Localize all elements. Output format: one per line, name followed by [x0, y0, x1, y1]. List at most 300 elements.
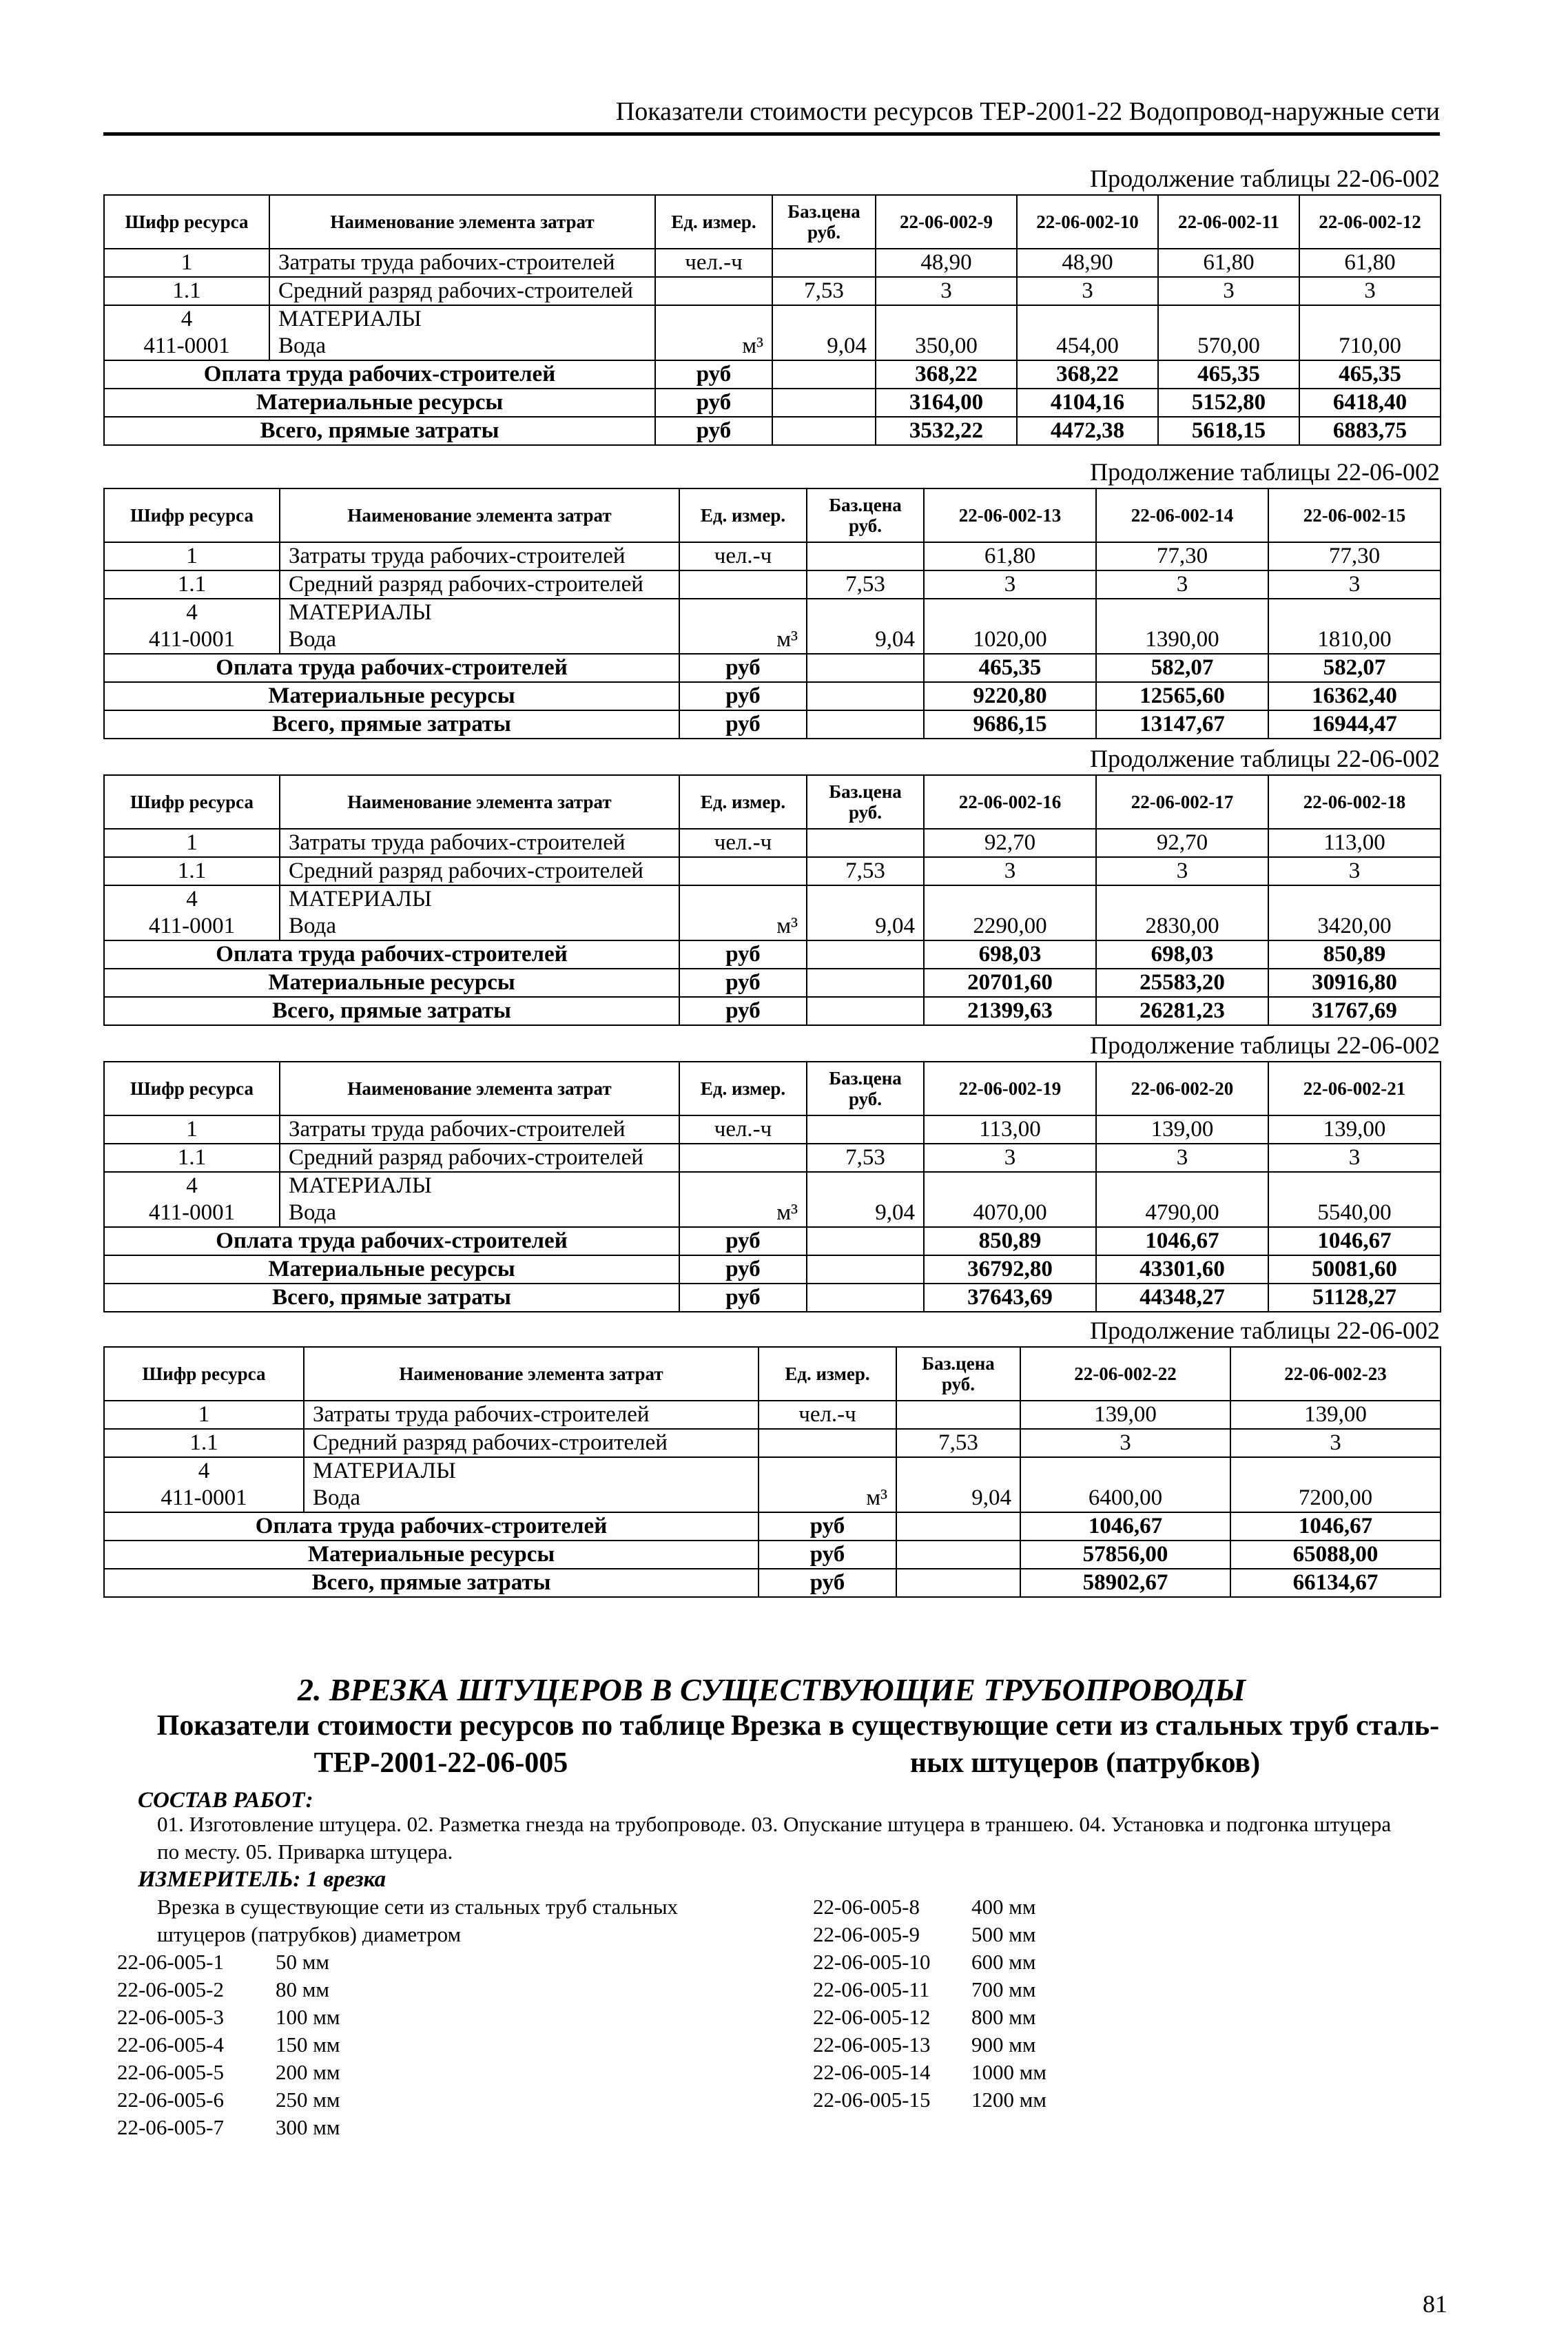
- cell-unit: чел.-ч: [679, 1115, 807, 1144]
- resource-table: [103, 774, 1441, 1026]
- cell-price-empty: [807, 682, 924, 710]
- cell-price: 9,04: [807, 1172, 924, 1227]
- cell-unit: [655, 277, 772, 305]
- pipe-diameter: 150 мм: [276, 2032, 340, 2057]
- composition-label: СОСТАВ РАБОТ:: [138, 1788, 313, 1813]
- table-summary-row: [104, 389, 1441, 417]
- material-code: 411-0001: [148, 1200, 236, 1225]
- cell-value: 582,07: [1268, 654, 1441, 682]
- cell-price: 7,53: [807, 857, 924, 885]
- table-row-materials: [104, 599, 1441, 654]
- cell-price-empty: [772, 360, 876, 389]
- table-summary-row: [104, 710, 1441, 739]
- cell-value: 3: [1158, 277, 1299, 305]
- cell-name-stack: [278, 306, 646, 360]
- cell-value: 698,03: [924, 940, 1096, 969]
- cell-unit: руб: [679, 1284, 807, 1312]
- cell-price: [896, 1401, 1020, 1429]
- col-header-rate-code: 22-06-002-12: [1299, 195, 1441, 249]
- rate-code: 22-06-005-12: [813, 2005, 931, 2029]
- material-code: 411-0001: [148, 627, 236, 652]
- cell-price: 7,53: [807, 1144, 924, 1172]
- col-header-code: Шифр ресурса: [104, 1062, 280, 1115]
- cell-code: 1: [104, 249, 269, 277]
- cell-value: 57856,00: [1020, 1541, 1230, 1569]
- cell-value: 2290,00: [924, 885, 1096, 940]
- table-summary-row: [104, 360, 1441, 389]
- cell-value: 6883,75: [1299, 417, 1441, 445]
- pipe-diameter: 800 мм: [971, 2005, 1036, 2029]
- col-header-name: Наименование элемента затрат: [280, 488, 679, 542]
- code-list-item: [117, 2059, 413, 2086]
- code-list-item: [117, 2031, 413, 2059]
- subtitle-right-line-1: Врезка в существующие сети из стальных труб сталь-: [730, 1710, 1440, 1742]
- cell-code: [104, 1457, 304, 1512]
- cell-unit: [759, 1429, 896, 1457]
- cell-value: 48,90: [1017, 249, 1158, 277]
- material-group-name: МАТЕРИАЛЫ: [289, 1173, 432, 1198]
- col-header-rate-code: 22-06-002-16: [924, 775, 1096, 829]
- cell-summary-name: Оплата труда рабочих-строителей: [104, 360, 655, 389]
- table-row-materials: [104, 1172, 1441, 1227]
- table-summary-row: [104, 417, 1441, 445]
- cell-price: [807, 1115, 924, 1144]
- material-name: Вода: [313, 1485, 360, 1510]
- cell-unit: руб: [655, 417, 772, 445]
- cell-price-empty: [896, 1512, 1020, 1541]
- subtitle-right-line-2: ных штуцеров (патрубков): [909, 1747, 1261, 1779]
- cell-code: [104, 305, 269, 360]
- cell-value: 4472,38: [1017, 417, 1158, 445]
- rate-code: 22-06-005-5: [117, 2060, 224, 2084]
- cell-value: 465,35: [924, 654, 1096, 682]
- code-list-item: [813, 1976, 1109, 2004]
- cell-code: [104, 599, 280, 654]
- table-row: [104, 857, 1441, 885]
- cell-name: Средний разряд рабочих-строителей: [304, 1429, 759, 1457]
- col-header-unit: Ед. измер.: [679, 1062, 807, 1115]
- material-group-name: МАТЕРИАЛЫ: [278, 307, 422, 331]
- cell-value: 30916,80: [1268, 969, 1441, 997]
- code-list-item: [813, 2086, 1109, 2114]
- cell-price-empty: [772, 389, 876, 417]
- rate-code: 22-06-005-10: [813, 1950, 931, 1974]
- material-name: Вода: [278, 333, 326, 358]
- cell-value: 113,00: [1268, 829, 1441, 857]
- cell-name-stack: [289, 1173, 670, 1226]
- cell-value: 1810,00: [1268, 599, 1441, 654]
- rate-code: 22-06-005-13: [813, 2032, 931, 2057]
- cell-code: 1: [104, 1401, 304, 1429]
- cell-value: 139,00: [1020, 1401, 1230, 1429]
- cell-unit: руб: [679, 969, 807, 997]
- cell-value: 77,30: [1096, 542, 1268, 570]
- col-header-rate-code: 22-06-002-15: [1268, 488, 1441, 542]
- cell-value: 3420,00: [1268, 885, 1441, 940]
- col-header-name: Наименование элемента затрат: [280, 1062, 679, 1115]
- cell-code: 1: [104, 829, 280, 857]
- cell-name-stack: [289, 886, 670, 940]
- cell-value: 65088,00: [1230, 1541, 1441, 1569]
- resource-table-block: [103, 1315, 1440, 1598]
- page-number: 81: [1423, 2290, 1447, 2318]
- table-summary-row: [104, 1255, 1441, 1284]
- code-list-item: [813, 1921, 1109, 1948]
- cell-value: 465,35: [1299, 360, 1441, 389]
- cell-summary-name: Оплата труда рабочих-строителей: [104, 1512, 759, 1541]
- cell-unit: м³: [679, 599, 807, 654]
- table-row: [104, 1401, 1441, 1429]
- rate-code: 22-06-005-11: [813, 1977, 930, 2001]
- col-header-name: Наименование элемента затрат: [280, 775, 679, 829]
- cell-name: [280, 1172, 679, 1227]
- pipe-diameter: 1200 мм: [971, 2088, 1046, 2112]
- rate-code: 22-06-005-14: [813, 2060, 931, 2084]
- cell-unit: руб: [679, 1255, 807, 1284]
- cell-price-empty: [896, 1541, 1020, 1569]
- cell-price-empty: [807, 654, 924, 682]
- resource-table-block: [103, 743, 1440, 1026]
- cell-value: 12565,60: [1096, 682, 1268, 710]
- cell-name: [304, 1457, 759, 1512]
- cell-value: 1046,67: [1268, 1227, 1441, 1255]
- cell-value: 850,89: [924, 1227, 1096, 1255]
- col-header-unit: Ед. измер.: [679, 775, 807, 829]
- cell-unit: м³: [679, 1172, 807, 1227]
- cell-price-empty: [807, 969, 924, 997]
- cell-value: 3: [924, 1144, 1096, 1172]
- cell-value: 5152,80: [1158, 389, 1299, 417]
- pipe-diameter: 200 мм: [276, 2060, 340, 2084]
- cell-value: 454,00: [1017, 305, 1158, 360]
- header-rule: [103, 132, 1440, 136]
- code-list-item: [117, 1948, 413, 1976]
- cell-value: 61,80: [924, 542, 1096, 570]
- table-row: [104, 1429, 1441, 1457]
- cell-value: 31767,69: [1268, 997, 1441, 1025]
- measure-label: ИЗМЕРИТЕЛЬ: 1 врезка: [138, 1867, 386, 1892]
- code-list-item: [813, 1893, 1109, 1921]
- material-group-code: 4: [186, 887, 198, 912]
- cell-value: 61,80: [1158, 249, 1299, 277]
- cell-value: 9220,80: [924, 682, 1096, 710]
- cell-unit: чел.-ч: [759, 1401, 896, 1429]
- cell-unit: руб: [759, 1569, 896, 1597]
- cell-price: 9,04: [807, 599, 924, 654]
- cell-summary-name: Материальные ресурсы: [104, 389, 655, 417]
- resource-table: [103, 488, 1441, 739]
- col-header-code: Шифр ресурса: [104, 488, 280, 542]
- cell-value: 3: [1096, 857, 1268, 885]
- pipe-diameter: 50 мм: [276, 1950, 329, 1974]
- cell-code: 1: [104, 542, 280, 570]
- cell-unit: руб: [679, 682, 807, 710]
- cell-value: 698,03: [1096, 940, 1268, 969]
- col-header-name: Наименование элемента затрат: [304, 1347, 759, 1401]
- cell-value: 3: [1299, 277, 1441, 305]
- cell-value: 3: [1268, 1144, 1441, 1172]
- cell-unit: м³: [679, 885, 807, 940]
- cell-name: [269, 305, 655, 360]
- table-summary-row: [104, 1284, 1441, 1312]
- subtitle-left-line-1: Показатели стоимости ресурсов по таблице: [156, 1710, 725, 1742]
- code-list-item: [813, 1948, 1109, 1976]
- cell-summary-name: Материальные ресурсы: [104, 682, 679, 710]
- cell-code: 1.1: [104, 857, 280, 885]
- cell-price: 9,04: [896, 1457, 1020, 1512]
- rate-code: 22-06-005-3: [117, 2005, 224, 2029]
- cell-price-empty: [807, 997, 924, 1025]
- cell-price-empty: [807, 1255, 924, 1284]
- rate-code: 22-06-005-7: [117, 2115, 224, 2139]
- cell-value: 350,00: [876, 305, 1017, 360]
- rate-code: 22-06-005-8: [813, 1895, 920, 1919]
- table-summary-row: [104, 682, 1441, 710]
- cell-value: 77,30: [1268, 542, 1441, 570]
- cell-value: 3: [1020, 1429, 1230, 1457]
- cell-code: 1.1: [104, 570, 280, 599]
- cell-price-empty: [807, 1227, 924, 1255]
- cell-value: 25583,20: [1096, 969, 1268, 997]
- cell-value: 92,70: [1096, 829, 1268, 857]
- rate-code: 22-06-005-6: [117, 2088, 224, 2112]
- cell-summary-name: Оплата труда рабочих-строителей: [104, 654, 679, 682]
- table-continuation-caption: Продолжение таблицы 22-06-002: [1090, 745, 1440, 772]
- resource-table: [103, 1061, 1441, 1312]
- cell-value: 36792,80: [924, 1255, 1096, 1284]
- cell-name: Затраты труда рабочих-строителей: [280, 1115, 679, 1144]
- cell-value: 61,80: [1299, 249, 1441, 277]
- material-code: 411-0001: [148, 914, 236, 938]
- cell-price-empty: [807, 710, 924, 739]
- table-summary-row: [104, 969, 1441, 997]
- col-header-code: Шифр ресурса: [104, 195, 269, 249]
- section-title: 2. ВРЕЗКА ШТУЦЕРОВ В СУЩЕСТВУЮЩИЕ ТРУБОПРОВОДЫ: [298, 1672, 1246, 1707]
- cell-unit: руб: [679, 940, 807, 969]
- rate-code: 22-06-005-2: [117, 1977, 224, 2001]
- cell-unit: [679, 570, 807, 599]
- cell-value: 3: [1017, 277, 1158, 305]
- material-group-code: 4: [180, 307, 193, 331]
- table-row: [104, 1144, 1441, 1172]
- cell-value: 43301,60: [1096, 1255, 1268, 1284]
- cell-value: 582,07: [1096, 654, 1268, 682]
- cell-value: 37643,69: [924, 1284, 1096, 1312]
- cell-value: 850,89: [1268, 940, 1441, 969]
- cell-code-stack: [113, 599, 271, 653]
- pipe-diameter: 900 мм: [971, 2032, 1036, 2057]
- col-header-code: Шифр ресурса: [104, 775, 280, 829]
- code-list-item: [813, 2004, 1109, 2031]
- cell-unit: чел.-ч: [679, 542, 807, 570]
- table-continuation-caption: Продолжение таблицы 22-06-002: [1090, 1317, 1440, 1344]
- subtitle-left: [103, 1707, 778, 1782]
- rate-code: 22-06-005-15: [813, 2088, 931, 2112]
- cell-name: Затраты труда рабочих-строителей: [280, 542, 679, 570]
- pipe-diameter: 700 мм: [971, 1977, 1036, 2001]
- cell-code-stack: [113, 1458, 295, 1512]
- cell-value: 139,00: [1268, 1115, 1441, 1144]
- pipe-diameter: 100 мм: [276, 2005, 340, 2029]
- table-continuation-caption: Продолжение таблицы 22-06-002: [1090, 165, 1440, 192]
- table-summary-row: [104, 1227, 1441, 1255]
- cell-unit: м³: [759, 1457, 896, 1512]
- pipe-diameter: 600 мм: [971, 1950, 1036, 1974]
- material-group-code: 4: [186, 1173, 198, 1198]
- cell-value: 1046,67: [1230, 1512, 1441, 1541]
- running-head: Показатели стоимости ресурсов ТЕР-2001-22 Водопровод-наружные сети: [615, 97, 1440, 126]
- cell-code: [104, 885, 280, 940]
- col-header-rate-code: 22-06-002-10: [1017, 195, 1158, 249]
- pipe-diameter: 500 мм: [971, 1922, 1036, 1946]
- cell-value: 3: [1096, 1144, 1268, 1172]
- subtitle-right: [730, 1707, 1440, 1782]
- cell-price: [772, 249, 876, 277]
- cell-value: 5618,15: [1158, 417, 1299, 445]
- table-header-row: [104, 1062, 1441, 1115]
- cell-value: 9686,15: [924, 710, 1096, 739]
- col-header-unit: Ед. измер.: [679, 488, 807, 542]
- cell-value: 3164,00: [876, 389, 1017, 417]
- cell-value: 6418,40: [1299, 389, 1441, 417]
- table-summary-row: [104, 997, 1441, 1025]
- cell-value: 368,22: [876, 360, 1017, 389]
- codes-list-right: [813, 1893, 1109, 2114]
- cell-code-stack: [113, 886, 271, 940]
- cell-code-stack: [113, 1173, 271, 1226]
- cell-value: 5540,00: [1268, 1172, 1441, 1227]
- cell-summary-name: Всего, прямые затраты: [104, 1569, 759, 1597]
- cell-value: 3: [1096, 570, 1268, 599]
- table-row-materials: [104, 1457, 1441, 1512]
- cell-price: [807, 829, 924, 857]
- cell-summary-name: Оплата труда рабочих-строителей: [104, 1227, 679, 1255]
- cell-value: 368,22: [1017, 360, 1158, 389]
- cell-unit: руб: [759, 1512, 896, 1541]
- cell-value: 3532,22: [876, 417, 1017, 445]
- cell-unit: руб: [679, 997, 807, 1025]
- subtitle-left-line-2: ТЕР-2001-22-06-005: [313, 1747, 568, 1779]
- col-header-unit: Ед. измер.: [759, 1347, 896, 1401]
- cell-code: 1: [104, 1115, 280, 1144]
- col-header-rate-code: 22-06-002-20: [1096, 1062, 1268, 1115]
- cell-price-empty: [896, 1569, 1020, 1597]
- material-name: Вода: [289, 914, 336, 938]
- pipe-diameter: 400 мм: [971, 1895, 1036, 1919]
- cell-code: [104, 1172, 280, 1227]
- cell-value: 139,00: [1096, 1115, 1268, 1144]
- table-row: [104, 829, 1441, 857]
- table-header-row: [104, 775, 1441, 829]
- cell-name: Средний разряд рабочих-строителей: [280, 1144, 679, 1172]
- cell-value: 13147,67: [1096, 710, 1268, 739]
- cell-unit: руб: [679, 1227, 807, 1255]
- table-continuation-caption: Продолжение таблицы 22-06-002: [1090, 458, 1440, 486]
- cell-value: 7200,00: [1230, 1457, 1441, 1512]
- cell-value: 710,00: [1299, 305, 1441, 360]
- cell-unit: руб: [679, 710, 807, 739]
- cell-code: 1.1: [104, 277, 269, 305]
- code-list-item: [813, 2031, 1109, 2059]
- col-header-rate-code: 22-06-002-13: [924, 488, 1096, 542]
- material-name: Вода: [289, 1200, 336, 1225]
- cell-value: 66134,67: [1230, 1569, 1441, 1597]
- cell-unit: чел.-ч: [679, 829, 807, 857]
- code-list-item: [117, 2086, 413, 2114]
- table-header-row: [104, 1347, 1441, 1401]
- cell-price-empty: [807, 1284, 924, 1312]
- cell-code: 1.1: [104, 1144, 280, 1172]
- table-row: [104, 277, 1441, 305]
- cell-summary-name: Всего, прямые затраты: [104, 1284, 679, 1312]
- code-list-item: [117, 1976, 413, 2004]
- cell-value: 1046,67: [1096, 1227, 1268, 1255]
- cell-value: 50081,60: [1268, 1255, 1441, 1284]
- table-header-row: [104, 488, 1441, 542]
- cell-value: 48,90: [876, 249, 1017, 277]
- resource-table-block: [103, 1029, 1440, 1312]
- cell-name: Затраты труда рабочих-строителей: [304, 1401, 759, 1429]
- table-summary-row: [104, 1512, 1441, 1541]
- table-row: [104, 1115, 1441, 1144]
- col-header-rate-code: 22-06-002-17: [1096, 775, 1268, 829]
- material-name: Вода: [289, 627, 336, 652]
- rate-code: 22-06-005-1: [117, 1950, 224, 1974]
- cell-value: 16944,47: [1268, 710, 1441, 739]
- rate-code: 22-06-005-9: [813, 1922, 920, 1946]
- code-list-item: [117, 2004, 413, 2031]
- col-header-rate-code: 22-06-002-11: [1158, 195, 1299, 249]
- col-header-rate-code: 22-06-002-14: [1096, 488, 1268, 542]
- cell-value: 3: [924, 570, 1096, 599]
- table-row: [104, 570, 1441, 599]
- table-summary-row: [104, 940, 1441, 969]
- cell-value: 570,00: [1158, 305, 1299, 360]
- cell-value: 21399,63: [924, 997, 1096, 1025]
- pipe-diameter: 1000 мм: [971, 2060, 1046, 2084]
- cell-value: 4790,00: [1096, 1172, 1268, 1227]
- cell-value: 3: [1268, 570, 1441, 599]
- cell-unit: руб: [759, 1541, 896, 1569]
- cell-value: 2830,00: [1096, 885, 1268, 940]
- cell-code: 1.1: [104, 1429, 304, 1457]
- cell-value: 4104,16: [1017, 389, 1158, 417]
- cell-value: 26281,23: [1096, 997, 1268, 1025]
- code-list-item: [813, 2059, 1109, 2086]
- col-header-code: Шифр ресурса: [104, 1347, 304, 1401]
- cell-price: 9,04: [772, 305, 876, 360]
- cell-name: Затраты труда рабочих-строителей: [269, 249, 655, 277]
- table-row-materials: [104, 885, 1441, 940]
- cell-value: 51128,27: [1268, 1284, 1441, 1312]
- cell-summary-name: Всего, прямые затраты: [104, 997, 679, 1025]
- material-code: 411-0001: [161, 1485, 247, 1510]
- col-header-rate-code: 22-06-002-9: [876, 195, 1017, 249]
- composition-text: 01. Изготовление штуцера. 02. Разметка гнезда на трубопроводе. 03. Опускание штуцера в траншею. 04. Установка и подгонка штуцера по месту. 05. Приварка штуцера.: [157, 1812, 1392, 1864]
- cell-value: 1046,67: [1020, 1512, 1230, 1541]
- table-row: [104, 542, 1441, 570]
- material-group-code: 4: [198, 1459, 210, 1483]
- material-code: 411-0001: [143, 333, 230, 358]
- col-header-price: Баз.цена руб.: [807, 775, 924, 829]
- cell-value: 113,00: [924, 1115, 1096, 1144]
- resource-table: [103, 1346, 1441, 1598]
- material-group-name: МАТЕРИАЛЫ: [289, 887, 432, 912]
- cell-value: 3: [876, 277, 1017, 305]
- table-row-materials: [104, 305, 1441, 360]
- material-group-name: МАТЕРИАЛЫ: [289, 600, 432, 625]
- cell-name: Средний разряд рабочих-строителей: [269, 277, 655, 305]
